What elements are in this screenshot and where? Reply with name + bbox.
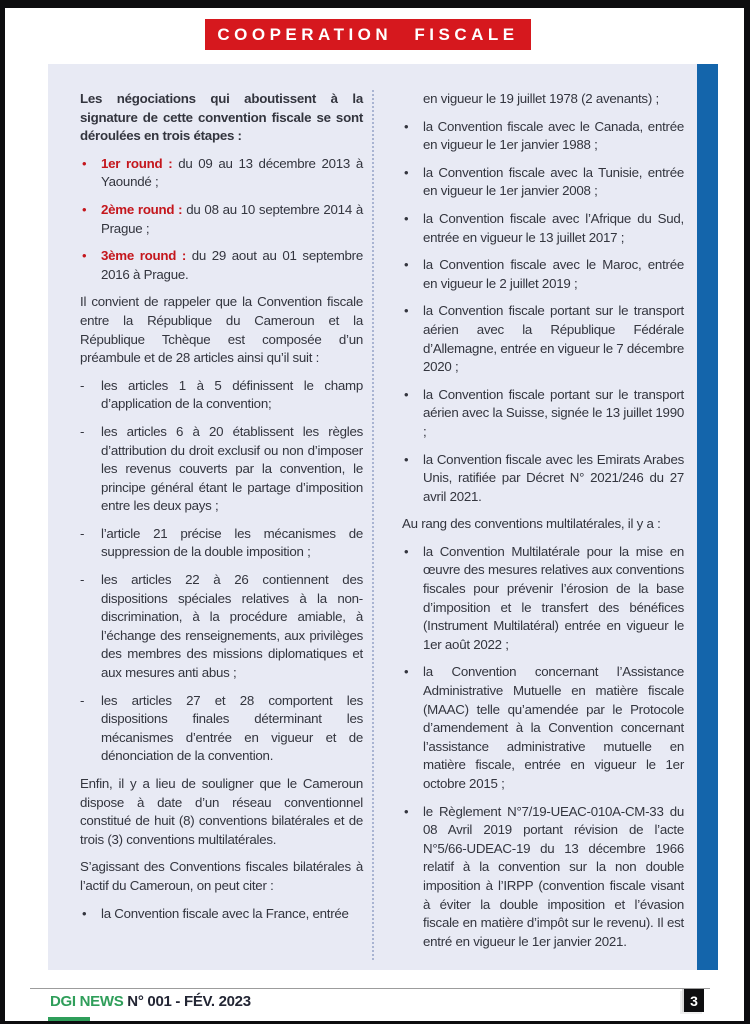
left-column xyxy=(80,90,363,932)
multilaterales-paragraph: Au rang des conventions multilatérales, il y a : xyxy=(402,516,661,532)
list-item-convention: • la Convention fiscale portant sur le transport aérien avec la Suisse, signée le 13 juillet 1990 ; xyxy=(404,386,684,439)
list-item-articles: - les articles 27 et 28 comportent les dispositions finales déterminant les mécanismes d’entrée en vigueur et de dénonciation de la convention. xyxy=(80,692,363,764)
list-item-convention-multilaterale: • le Règlement N°7/19-UEAC-010A-CM-33 du 08 Avril 2019 portant révision de l’acte N°5/66-UDEAC-19 du 13 décembre 1966 relatif à la convention sur la non double imposition à l’IRPP (convention fiscale visant à éviter la double imposition et l’évasion fiscale en matière d’impôt sur le revenu). Il est entré en vigueur le 1er janvier 2021. xyxy=(404,803,684,949)
round-text: 3ème round : du 29 aout au 01 septembre 2016 à Prague. xyxy=(101,248,363,282)
dash-icon: - xyxy=(80,377,85,393)
intro-paragraph: Les négociations qui aboutissent à la signature de cette convention fiscale se sont déroulées en trois étapes : xyxy=(80,91,363,144)
round-label: 3ème round : xyxy=(101,248,187,264)
bullet-icon: • xyxy=(404,664,409,680)
list-item-convention-multilaterale: • la Convention concernant l’Assistance Administrative Mutuelle en matière fiscale (MAAC) telle qu’amendée par le Protocole d’amendement à la Convention concernant l’assistance administrative mutuelle en matière fiscale, entrée en vigueur le 1er octobre 2015 ; xyxy=(404,664,684,791)
list-item-convention-france: • la Convention fiscale avec la France, entrée xyxy=(80,905,363,924)
continuation-paragraph: en vigueur le 19 juillet 1978 (2 avenants) ; xyxy=(423,91,659,106)
bullet-icon: • xyxy=(404,118,409,134)
section-banner-title: COOPERATION FISCALE xyxy=(217,24,519,44)
round-label: 2ème round : xyxy=(101,201,183,217)
list-item-convention: • la Convention fiscale avec le Canada, entrée en vigueur le 1er janvier 1988 ; xyxy=(404,118,684,153)
list-item-convention: • la Convention fiscale portant sur le transport aérien avec la République Fédérale d’Allemagne, entrée en vigueur le 7 décembre 2020 ; xyxy=(404,303,685,375)
reseau-paragraph: Enfin, il y a lieu de souligner que le Cameroun dispose à date d’un réseau conventionnel constitué de huit (8) conventions bilatérales et de trois (3) conventions multilatérales. xyxy=(80,776,363,847)
bullet-icon: • xyxy=(82,201,87,217)
list-item-convention-multilaterale: • la Convention Multilatérale pour la mise en œuvre des mesures relatives aux conventions fiscales pour prévenir l’érosion de la base d’imposition et le transfert des bénéfices (Instrument Multilatéral) entrée en vigueur le 1er août 2022 ; xyxy=(404,543,684,652)
bullet-icon: • xyxy=(404,164,409,180)
bullet-icon: • xyxy=(404,257,409,273)
list-item-convention: • la Convention fiscale avec le Maroc, entrée en vigueur le 2 juillet 2019 ; xyxy=(404,257,684,291)
bullet-icon: • xyxy=(404,543,409,559)
list-item-convention: • la Convention fiscale avec l’Afrique du Sud, entrée en vigueur le 13 juillet 2017 ; xyxy=(404,210,684,245)
photo-edge-right xyxy=(744,0,750,1024)
list-item-round-2 xyxy=(80,201,363,238)
list-item-articles: - l’article 21 précise les mécanismes de suppression de la double imposition ; xyxy=(80,525,363,560)
newsletter-issue: N° 001 - FÉV. 2023 xyxy=(123,993,251,1010)
footer-divider xyxy=(30,988,710,989)
list-item-articles: - les articles 6 à 20 établissent les règles d’attribution du droit exclusif ou non d’imposer les revenus couverts par la convention, le principe général étant le partage d’imposition entre les deux pays ; xyxy=(80,423,363,514)
dash-icon: - xyxy=(80,423,85,439)
list-item-articles: - les articles 22 à 26 contiennent des dispositions spéciales relatives à la non-discrimination, à la procédure amiable, à l’échange des renseignements, aux privilèges des membres des missions diplomatiques et aux mesures anti abus ; xyxy=(80,572,363,681)
bullet-icon: • xyxy=(82,155,87,171)
dash-icon: - xyxy=(80,692,85,708)
page-number: 3 xyxy=(682,989,704,1012)
bullet-icon: • xyxy=(82,248,87,264)
bilaterales-paragraph: S’agissant des Conventions fiscales bilatérales à l’actif du Cameroun, on peut citer : xyxy=(80,859,363,893)
round-text: 1er round : du 09 au 13 décembre 2013 à Yaoundé ; xyxy=(101,155,363,190)
list-item-convention: • la Convention fiscale avec la Tunisie, entrée en vigueur le 1er janvier 2008 ; xyxy=(404,164,684,199)
section-banner xyxy=(205,19,531,50)
accent-bar xyxy=(697,64,718,970)
bullet-icon: • xyxy=(404,303,409,319)
list-item-convention: • la Convention fiscale avec les Emirats Arabes Unis, ratifiée par Décret N° 2021/246 du 27 avril 2021. xyxy=(404,451,684,504)
round-label: 1er round : xyxy=(101,155,173,171)
list-item-articles: - les articles 1 à 5 définissent le champ d’application de la convention; xyxy=(80,377,363,412)
list-item-round-1 xyxy=(80,155,363,192)
bullet-icon: • xyxy=(82,905,87,921)
photo-edge-top xyxy=(0,0,750,8)
footer xyxy=(50,993,710,1017)
composition-paragraph: Il convient de rappeler que la Convention fiscale entre la République du Cameroun et la République Tchèque est composée d’un préambule et de 28 articles ainsi qu’il suit : xyxy=(80,294,363,366)
right-column xyxy=(372,90,684,960)
round-text: 2ème round : du 08 au 10 septembre 2014 à Prague ; xyxy=(101,201,363,236)
content-panel xyxy=(48,64,718,970)
newsletter-brand: DGI NEWS xyxy=(50,993,124,1010)
bullet-icon: • xyxy=(404,451,409,467)
bullet-icon: • xyxy=(404,210,409,226)
list-item-round-3 xyxy=(80,247,363,284)
bullet-icon: • xyxy=(404,803,409,819)
dash-icon: - xyxy=(80,572,85,588)
dash-icon: - xyxy=(80,525,85,541)
bullet-icon: • xyxy=(404,386,409,402)
photo-edge-left xyxy=(0,0,5,1024)
